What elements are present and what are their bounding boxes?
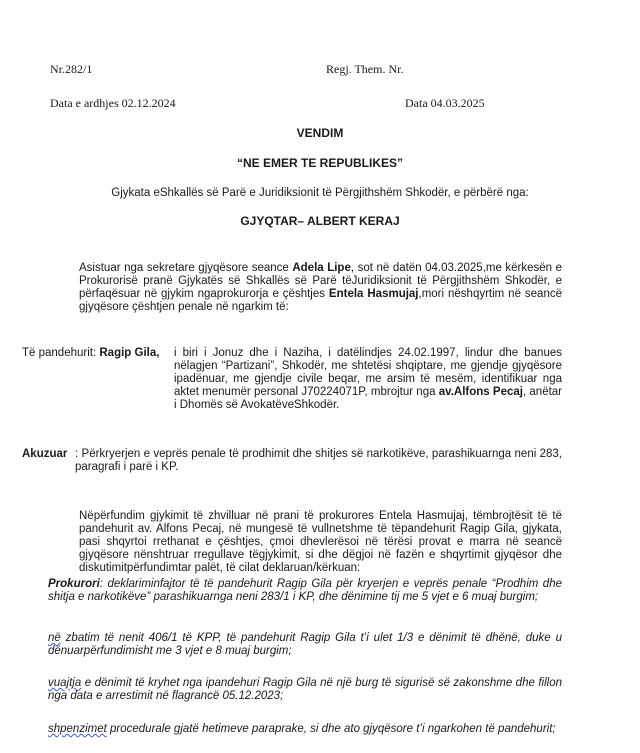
request-costs — [48, 723, 562, 736]
request-text-1: zbatim të nenit 406/1 të KPP, të pandehurit Ragip Gila t’i ulet 1/3 e dënimit të dhënë, duke u dënuarpërfundimisht me 3 vjet e 8 muaj burgim; — [48, 632, 562, 657]
case-number: Nr.282/1 — [50, 62, 93, 76]
decision-date: Data 04.03.2025 — [405, 96, 485, 110]
defendant-lawyer: av.Alfons Pecaj — [438, 386, 523, 398]
request-text-0: : deklariminfajtor të të pandehurit Ragip Gila për kryerjen e veprës penale “Prodhim dhe shitja e narkotikëve” parashikuarnga neni 283/1 i KP, dhe dënimine tij me 5 vjet e 6 muaj burgim; — [48, 578, 562, 603]
prosecutor-name: Entela Hasmujaj — [328, 288, 419, 300]
court-line: Gjykata eShkallës së Parë e Juridiksionit të Përgjithshëm Shkodër, e përbërë nga: — [111, 187, 529, 199]
request-prosecutor — [48, 578, 562, 604]
request-lead-0: Prokurori — [48, 578, 100, 590]
judge-line: GJYQTAR– ALBERT KERAJ — [240, 214, 400, 228]
date-received: Data e ardhjes 02.12.2024 — [50, 96, 176, 110]
document-subtitle: “NE EMER TE REPUBLIKES” — [236, 156, 404, 170]
request-lead-3: shpenzimet — [48, 723, 107, 735]
request-lead-2: vuajtja — [48, 677, 82, 689]
defendant-label: Të pandehurit: — [22, 347, 97, 359]
request-text-2: e dënimit të kryhet nga ipandehuri Ragip Gila në një burg të sigurisë së zakonshme dhe fillon nga data e arrestimit në flagrancë 05.12.2023; — [48, 677, 562, 702]
defendant-text: i biri i Jonuz dhe i Naziha, i datëlindjes 24.02.1997, lindur dhe banues nëlagjen “Partizani”, Shkodër, me shtetësi shqiptare, me gjendje gjyqësore ipadënuar, me gjendje civile beqar, me arsim të mesëm, identifikuar nga aktet menumër personal J70224071P, mbrojtur nga — [174, 347, 562, 398]
assist-text-3: ,mori nëshqyrtim në seancë gjyqësore çështjen penale në ngarkim të: — [79, 288, 562, 313]
request-text-3: procedurale gjatë hetimeve paraprake, si dhe ato gjyqësore t’i ngarkohen të pandehurit; — [106, 723, 556, 735]
conclusion-paragraph: Nëpërfundim gjykimit të zhvilluar në prani të prokurores Entela Hasmujaj, tëmbrojtësit të të pandehurit av. Alfons Pecaj, në mungesë të vullnetshme të tëpandehurit Ragip Gila, gjykata, pasi shqyrtoi rrethanat e çështjes, çmoi dhevlerësoi në tërësi provat e marra në seancë gjyqësore nënshtruar rregullave tëgjykimit, si dhe dëgjoi në fazën e shqyrtimit gjyqësor dhe diskutimitpërfundimtar palët, të cilat deklaruan/kërkuan: — [79, 510, 562, 574]
defendant-details — [174, 347, 562, 412]
request-lead-1: në — [48, 632, 61, 644]
request-reduction — [48, 632, 562, 658]
accused-text: : Përkryerjen e veprës penale të prodhimit dhe shitjes së narkotikëve, parashikuarnga neni 283, paragrafi i parë i KP. — [75, 448, 562, 473]
assist-text-1: Asistuar nga sekretare gjyqësore seance — [79, 262, 293, 274]
defendant-label-block — [22, 347, 159, 360]
registry-number: Regj. Them. Nr. — [326, 62, 404, 76]
document-title: VENDIM — [296, 126, 344, 140]
defendant-name: Ragip Gila, — [99, 347, 160, 359]
secretary-name: Adela Lipe — [292, 262, 351, 274]
request-sentence-serving — [48, 677, 562, 703]
assist-text-2: , sot në datën 04.03.2025,me kërkesën e Prokurorisë pranë Gjykatës së Shkallës së Parë tëJuridiksionit të Përgjithshëm Shkodër, e përfaqësuar në gjykim ngaprokurorja e çështjes — [79, 262, 563, 300]
assist-paragraph — [79, 262, 562, 314]
accused-label: Akuzuar — [22, 448, 68, 460]
defendant-text-2: , anëtar i Dhomës së AvokatëveShkodër. — [174, 386, 563, 411]
